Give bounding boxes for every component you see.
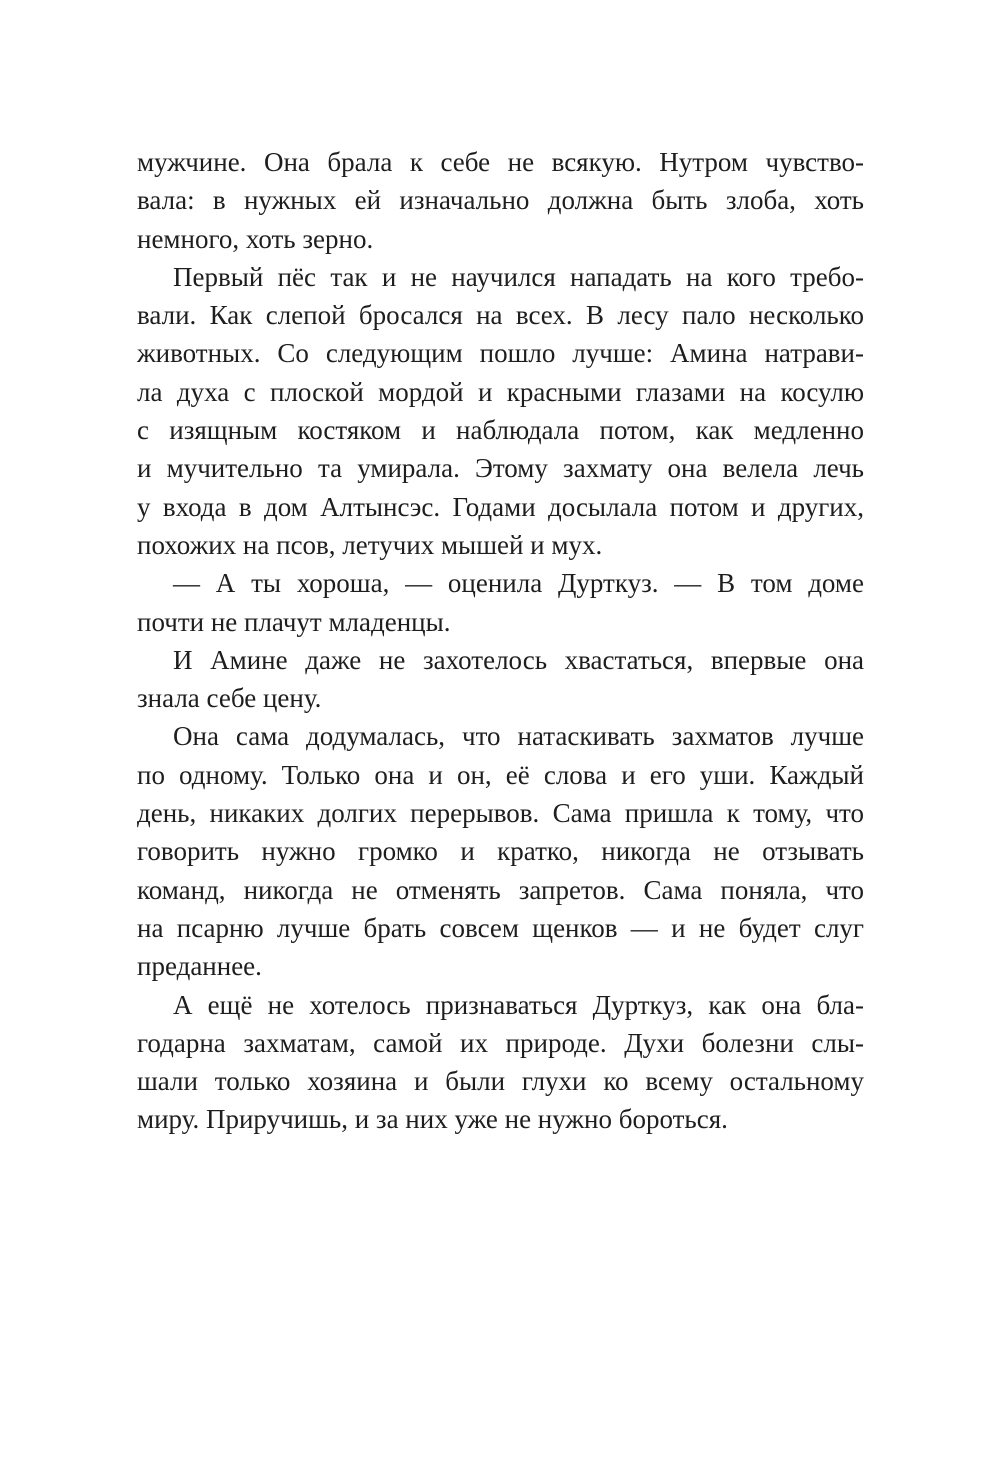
text-line: знала себе цену. (137, 683, 322, 714)
text-line: мужчине. Она брала к себе не всякую. Нутром чувство- (137, 147, 864, 177)
text-line: животных. Со следующим пошло лучше: Амина натрави- (137, 338, 864, 369)
text-line: команд, никогда не отменять запретов. Сама поняла, что (137, 874, 864, 905)
paragraph (137, 986, 864, 1139)
text-line: Первый пёс так и не научился нападать на кого требо- (173, 261, 864, 292)
text-line: день, никаких долгих перерывов. Сама пришла к тому, что (137, 798, 864, 829)
text-line: и мучительно та умирала. Этому захмату она велела лечь (137, 453, 864, 484)
paragraph (137, 564, 864, 641)
text-line: годарна захматам, самой их природе. Духи болезни слы- (137, 1027, 864, 1058)
paragraph (137, 717, 864, 985)
text-line: по одному. Только она и он, её слова и его уши. Каждый (137, 759, 864, 790)
paragraph (137, 143, 864, 258)
text-line: вали. Как слепой бросался на всех. В лесу пало несколько (137, 300, 864, 331)
text-line: ла духа с плоской мордой и красными глазами на косулю (137, 376, 864, 407)
text-line: И Амине даже не захотелось хвастаться, впервые она (173, 644, 864, 675)
text-line: похожих на псов, летучих мышей и мух. (137, 529, 603, 560)
text-line: А ещё не хотелось признаваться Дурткуз, как она бла- (173, 989, 864, 1020)
text-line: говорить нужно громко и кратко, никогда не отзывать (137, 836, 864, 867)
text-line: — А ты хороша, — оценила Дурткуз. — В том доме (173, 568, 864, 599)
text-line: миру. Приручишь, и за них уже не нужно бороться. (137, 1104, 728, 1135)
text-line: у входа в дом Алтынсэс. Годами досылала потом и других, (137, 491, 864, 522)
text-line: вала: в нужных ей изначально должна быть злоба, хоть (137, 185, 864, 216)
text-line: почти не плачут младенцы. (137, 606, 451, 637)
paragraph (137, 641, 864, 718)
text-line: преданнее. (137, 951, 262, 982)
text-line: шали только хозяина и были глухи ко всему остальному (137, 1066, 864, 1097)
text-line: немного, хоть зерно. (137, 223, 374, 254)
text-line: Она сама додумалась, что натаскивать захматов лучше (173, 721, 864, 752)
page-body-text (137, 143, 864, 1139)
text-line: с изящным костяком и наблюдала потом, как медленно (137, 415, 864, 446)
paragraph (137, 258, 864, 564)
text-line: на псарню лучше брать совсем щенков — и не будет слуг (137, 912, 864, 943)
